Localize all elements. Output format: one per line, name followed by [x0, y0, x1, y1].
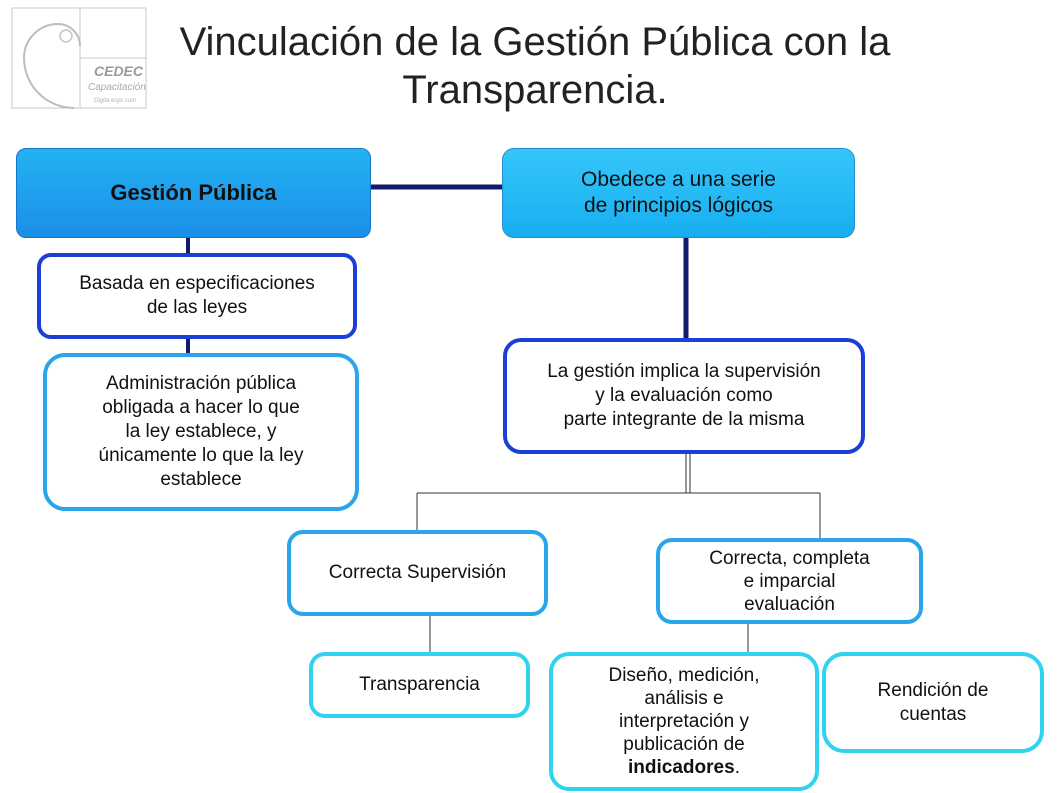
- node-gestion-publica: [16, 148, 371, 238]
- logo-text-motto: Digita ergo sum: [94, 98, 137, 104]
- page-title-line1: Vinculación de la Gestión Pública con la: [179, 20, 891, 64]
- node-administracion-line2: obligada a hacer lo que: [102, 397, 300, 418]
- node-administracion-line4: únicamente lo que la ley: [98, 445, 304, 466]
- node-diseno-line5: [628, 756, 740, 779]
- node-rendicion-line2: cuentas: [899, 703, 967, 725]
- node-administracion-line1: Administración pública: [105, 373, 297, 394]
- node-obedece-line2: de principios lógicos: [583, 194, 774, 217]
- node-gestion-implica-line1: La gestión implica la supervisión: [547, 361, 821, 382]
- node-correcta-supervision: [287, 530, 548, 616]
- node-transparencia-label: Transparencia: [359, 674, 480, 695]
- node-rendicion-line1: Rendición de: [877, 679, 989, 701]
- node-obedece-line1: Obedece a una serie: [581, 168, 776, 191]
- node-gestion-implica-line3: parte integrante de la misma: [563, 409, 805, 430]
- node-diseno-period: .: [734, 757, 740, 778]
- node-rendicion-cuentas: [822, 652, 1044, 753]
- node-transparencia: [309, 652, 530, 718]
- node-gestion-implica: [503, 338, 865, 454]
- node-correcta-evaluacion-line3: evaluación: [744, 593, 835, 615]
- node-basada-line2: de las leyes: [146, 297, 248, 318]
- node-correcta-evaluacion: [656, 538, 923, 624]
- page-title-line2: Transparencia.: [402, 68, 668, 112]
- node-administracion-line3: la ley establece, y: [125, 421, 277, 442]
- node-diseno-line2: análisis e: [644, 688, 724, 709]
- logo-text-capacitacion: Capacitación: [88, 82, 146, 93]
- node-diseno-line4: publicación de: [623, 734, 745, 755]
- node-diseno-bold-word: indicadores: [628, 757, 735, 778]
- node-basada-leyes: [37, 253, 357, 339]
- logo-text-cedec: CEDEC: [94, 63, 144, 79]
- node-correcta-supervision-label: Correcta Supervisión: [328, 562, 507, 583]
- node-correcta-evaluacion-line2: e imparcial: [743, 570, 836, 592]
- node-basada-line1: Basada en especificaciones: [79, 273, 315, 294]
- node-correcta-evaluacion-line1: Correcta, completa: [709, 547, 870, 569]
- node-diseno-line3: interpretación y: [619, 711, 749, 732]
- node-diseno-line1: Diseño, medición,: [608, 665, 760, 686]
- node-administracion-line5: establece: [160, 469, 242, 490]
- node-gestion-implica-line2: y la evaluación como: [595, 385, 773, 406]
- node-gestion-publica-label: Gestión Pública: [110, 180, 277, 205]
- node-administracion-publica: [43, 353, 359, 511]
- node-diseno-indicadores: [549, 652, 819, 791]
- node-obedece-principios: [502, 148, 855, 238]
